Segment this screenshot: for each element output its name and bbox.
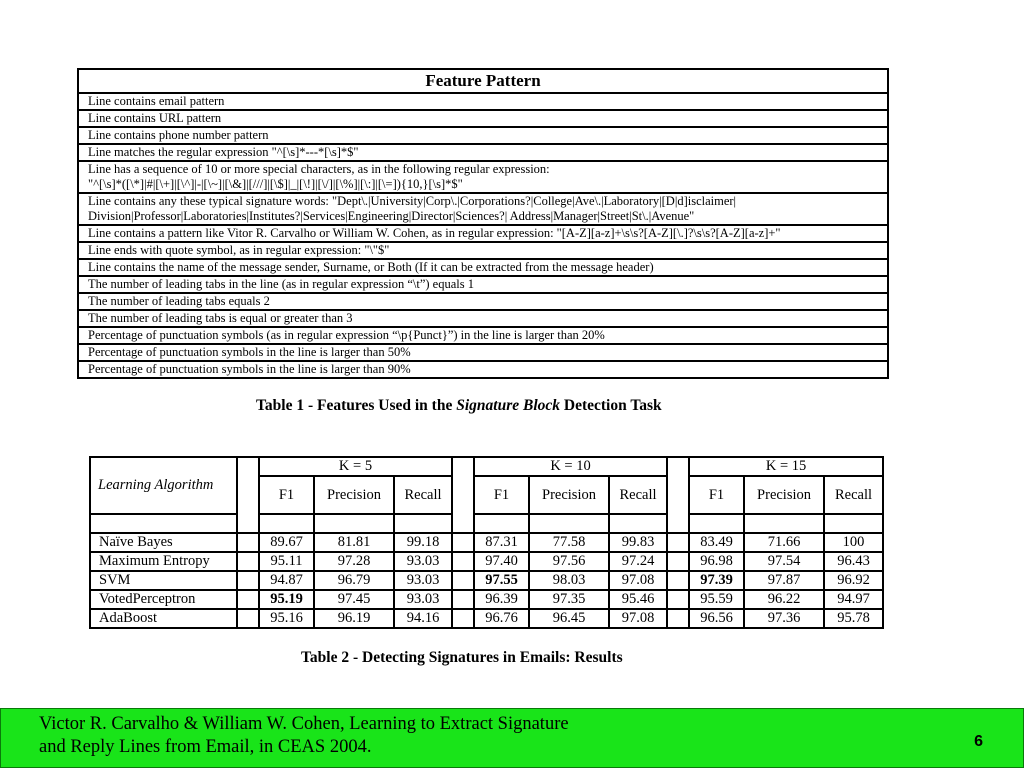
metric-header: Recall [824,476,883,514]
metric-value: 95.16 [259,609,314,628]
feature-cell: Line contains email pattern [78,93,888,110]
spacer-cell [452,571,474,590]
feature-row [78,259,888,276]
metric-header: F1 [689,476,744,514]
results-row [90,533,883,552]
feature-row [78,344,888,361]
table1-caption-emphasis: Signature Block [456,397,561,414]
spacer-cell [452,457,474,533]
metric-header: F1 [474,476,529,514]
metric-value: 96.92 [824,571,883,590]
metric-header: Recall [609,476,667,514]
results-table [89,456,884,629]
metric-value: 97.56 [529,552,609,571]
blank-cell [314,514,394,533]
metric-value: 95.59 [689,590,744,609]
feature-row [78,276,888,293]
table1-caption-pre: Table 1 - Features Used in the [256,397,457,414]
feature-cell: Line contains the name of the message sender, Surname, or Both (If it can be extracted from the message header) [78,259,888,276]
metric-value: 97.45 [314,590,394,609]
group-header-k10: K = 10 [474,457,667,476]
spacer-cell [667,590,689,609]
metric-value: 94.97 [824,590,883,609]
metric-value: 97.54 [744,552,824,571]
spacer-cell [667,609,689,628]
blank-cell [689,514,744,533]
feature-row [78,110,888,127]
results-table-corner: Learning Algorithm [90,457,237,514]
spacer-cell [667,552,689,571]
metric-value: 98.03 [529,571,609,590]
metric-value: 94.16 [394,609,452,628]
blank-cell [259,514,314,533]
metric-value: 100 [824,533,883,552]
group-header-k5: K = 5 [259,457,452,476]
metric-header: Precision [314,476,394,514]
feature-cell: Percentage of punctuation symbols in the line is larger than 50% [78,344,888,361]
metric-value: 97.08 [609,571,667,590]
spacer-cell [452,533,474,552]
feature-cell: Line contains any these typical signature words: "Dept\.|University|Corp\.|Corporations?|College|Ave\.|Laboratory|[D|d]isclaimer| Division|Professor|Laboratories|Institutes?|Services|Engineering|Director|Sciences?| Address|Manager|Street|St\.|Avenue" [78,193,888,225]
feature-row [78,293,888,310]
spacer-cell [237,590,259,609]
feature-cell: Line contains a pattern like Vitor R. Carvalho or William W. Cohen, as in regular expression: "[A-Z][a-z]+\s\s?[A-Z][\.]?\s\s?[A-Z][a-z]+" [78,225,888,242]
metric-value: 95.78 [824,609,883,628]
feature-cell: Percentage of punctuation symbols (as in regular expression “\p{Punct}”) in the line is larger than 20% [78,327,888,344]
results-row [90,609,883,628]
metric-value: 95.19 [259,590,314,609]
feature-cell: Line contains phone number pattern [78,127,888,144]
blank-cell [744,514,824,533]
metric-value: 99.18 [394,533,452,552]
blank-cell [474,514,529,533]
spacer-cell [667,533,689,552]
feature-row [78,225,888,242]
feature-row [78,93,888,110]
metric-value: 97.28 [314,552,394,571]
metric-value: 96.19 [314,609,394,628]
feature-row [78,193,888,225]
metric-value: 99.83 [609,533,667,552]
spacer-cell [237,609,259,628]
algorithm-name: VotedPerceptron [90,590,237,609]
features-table [77,68,889,379]
table2-caption: Table 2 - Detecting Signatures in Emails: Results [301,649,623,666]
metric-value: 96.79 [314,571,394,590]
feature-cell: The number of leading tabs in the line (as in regular expression “\t”) equals 1 [78,276,888,293]
metric-header: Recall [394,476,452,514]
metric-value: 83.49 [689,533,744,552]
blank-cell [394,514,452,533]
spacer-cell [452,590,474,609]
metric-value: 89.67 [259,533,314,552]
results-row [90,590,883,609]
metric-value: 97.87 [744,571,824,590]
feature-row [78,361,888,378]
feature-cell: Line ends with quote symbol, as in regular expression: "\"$" [78,242,888,259]
metric-header: Precision [744,476,824,514]
metric-value: 97.55 [474,571,529,590]
feature-row [78,127,888,144]
metric-value: 96.39 [474,590,529,609]
algorithm-name: Naïve Bayes [90,533,237,552]
algorithm-name: SVM [90,571,237,590]
metric-value: 97.40 [474,552,529,571]
metric-value: 87.31 [474,533,529,552]
metric-header: Precision [529,476,609,514]
spacer-cell [237,533,259,552]
page-number: 6 [974,733,983,750]
features-table-header: Feature Pattern [78,69,888,93]
blank-cell [609,514,667,533]
metric-value: 97.35 [529,590,609,609]
metric-value: 96.56 [689,609,744,628]
metric-value: 77.58 [529,533,609,552]
metric-value: 96.45 [529,609,609,628]
metric-value: 97.08 [609,609,667,628]
feature-row [78,327,888,344]
metric-value: 97.36 [744,609,824,628]
results-row [90,571,883,590]
spacer-cell [237,552,259,571]
spacer-cell [237,457,259,533]
feature-cell: Line contains URL pattern [78,110,888,127]
spacer-cell [667,457,689,533]
feature-cell: The number of leading tabs equals 2 [78,293,888,310]
feature-cell: Percentage of punctuation symbols in the line is larger than 90% [78,361,888,378]
feature-row [78,161,888,193]
table1-caption-post: Detection Task [560,397,662,414]
algorithm-name: Maximum Entropy [90,552,237,571]
blank-cell [824,514,883,533]
citation-text: Victor R. Carvalho & William W. Cohen, Learning to Extract Signature and Reply Lines from Email, in CEAS 2004. [39,714,569,757]
metric-value: 96.22 [744,590,824,609]
citation-footer [0,708,1024,768]
metric-value: 96.76 [474,609,529,628]
metric-header: F1 [259,476,314,514]
metric-value: 96.43 [824,552,883,571]
blank-cell [529,514,609,533]
table1-caption [256,397,662,415]
algorithm-name: AdaBoost [90,609,237,628]
metric-value: 95.46 [609,590,667,609]
metric-value: 71.66 [744,533,824,552]
metric-value: 97.39 [689,571,744,590]
feature-row [78,242,888,259]
feature-row [78,310,888,327]
metric-value: 93.03 [394,590,452,609]
blank-cell [90,514,237,533]
metric-value: 94.87 [259,571,314,590]
feature-row [78,144,888,161]
spacer-cell [667,571,689,590]
metric-value: 93.03 [394,571,452,590]
spacer-cell [237,571,259,590]
spacer-cell [452,609,474,628]
metric-value: 81.81 [314,533,394,552]
metric-value: 96.98 [689,552,744,571]
metric-value: 97.24 [609,552,667,571]
metric-value: 93.03 [394,552,452,571]
spacer-cell [452,552,474,571]
feature-cell: Line matches the regular expression "^[\s]*---*[\s]*$" [78,144,888,161]
results-row [90,552,883,571]
feature-cell: Line has a sequence of 10 or more special characters, as in the following regular expression: "^[\s]*([\*]|#|[\+]|[\^]|-|[\~]|[\&]|[///]|[\$]|_|[\!]|[\/]|[\%]|[\:]|[\=]){10,}[\s]*$" [78,161,888,193]
feature-cell: The number of leading tabs is equal or greater than 3 [78,310,888,327]
metric-value: 95.11 [259,552,314,571]
group-header-k15: K = 15 [689,457,883,476]
